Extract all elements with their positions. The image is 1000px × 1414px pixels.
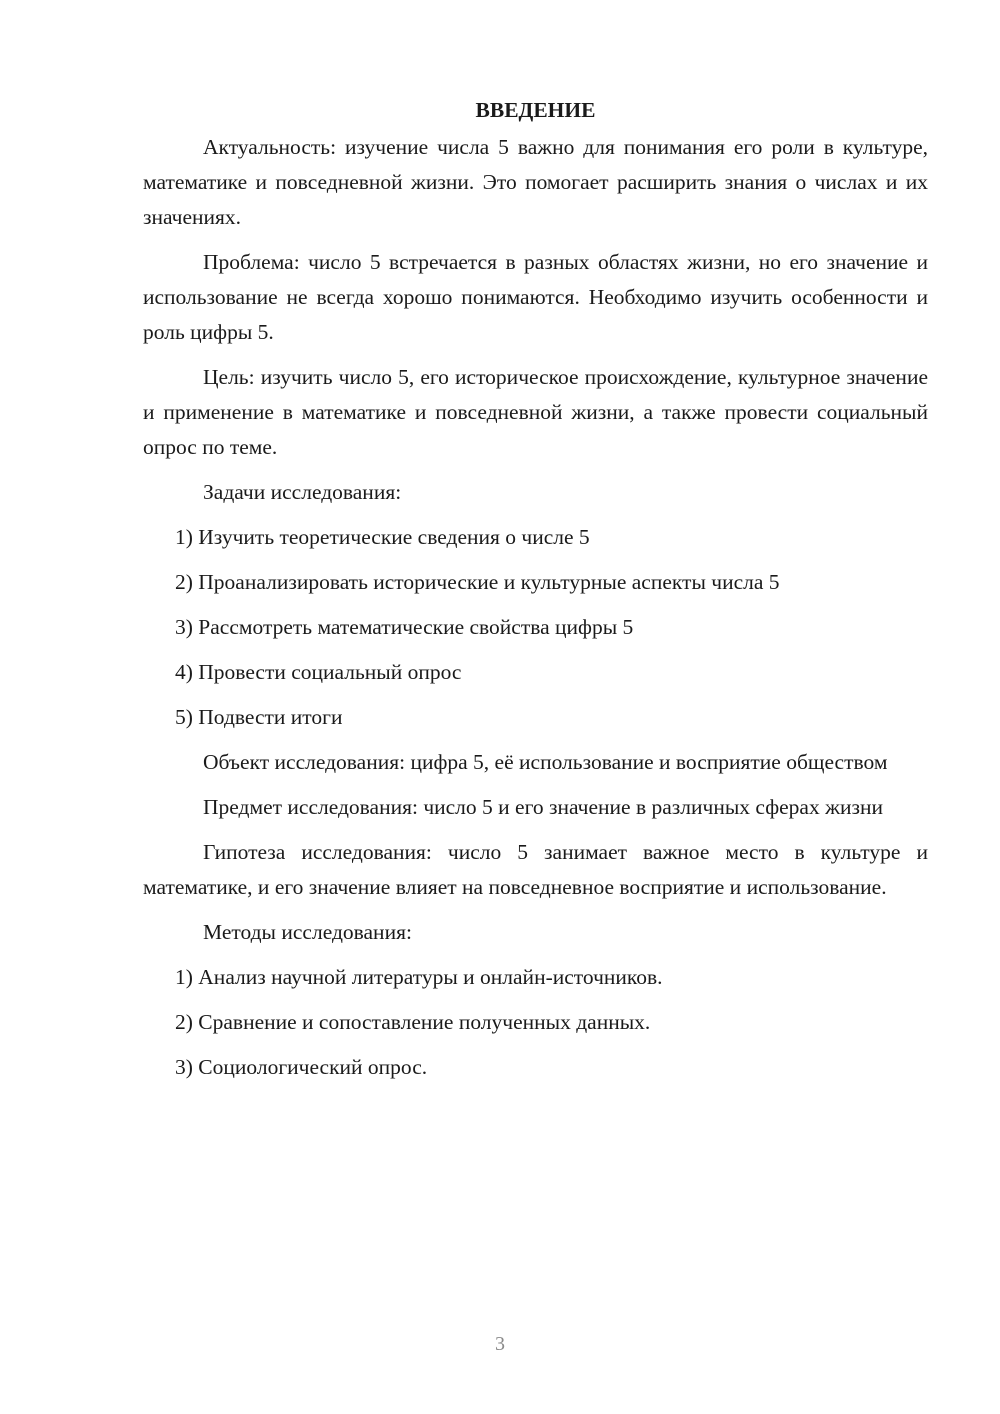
list-item: 5) Подвести итоги <box>175 705 343 729</box>
relevance-paragraph: Актуальность: изучение числа 5 важно для понимания его роли в культуре, математике и повседневной жизни. Это помогает расширить знания о числах и их значениях. <box>143 135 928 229</box>
methods-title: Методы исследования: <box>203 920 412 944</box>
page-title: ВВЕДЕНИЕ <box>475 98 596 122</box>
list-item: 2) Сравнение и сопоставление полученных данных. <box>175 1010 651 1034</box>
list-item: 3) Рассмотреть математические свойства цифры 5 <box>175 615 634 639</box>
tasks-list <box>143 520 928 735</box>
document-page <box>143 90 928 1095</box>
list-item: 1) Изучить теоретические сведения о числе 5 <box>175 525 590 549</box>
subject-paragraph: Предмет исследования: число 5 и его значение в различных сферах жизни <box>203 795 883 819</box>
methods-list <box>143 960 928 1085</box>
list-item: 4) Провести социальный опрос <box>175 660 462 684</box>
list-item: 1) Анализ научной литературы и онлайн-источников. <box>175 965 663 989</box>
hypothesis-paragraph: Гипотеза исследования: число 5 занимает важное место в культуре и математике, и его значение влияет на повседневное восприятие и использование. <box>143 840 928 899</box>
goal-paragraph: Цель: изучить число 5, его историческое происхождение, культурное значение и применение в математике и повседневной жизни, а также провести социальный опрос по теме. <box>143 365 928 459</box>
object-paragraph: Объект исследования: цифра 5, её использование и восприятие обществом <box>203 750 888 774</box>
list-item: 2) Проанализировать исторические и культурные аспекты числа 5 <box>175 570 780 594</box>
problem-paragraph: Проблема: число 5 встречается в разных областях жизни, но его значение и использование не всегда хорошо понимаются. Необходимо изучить особенности и роль цифры 5. <box>143 250 928 344</box>
tasks-title: Задачи исследования: <box>203 480 402 504</box>
list-item: 3) Социологический опрос. <box>175 1055 428 1079</box>
page-number: 3 <box>495 1333 505 1355</box>
